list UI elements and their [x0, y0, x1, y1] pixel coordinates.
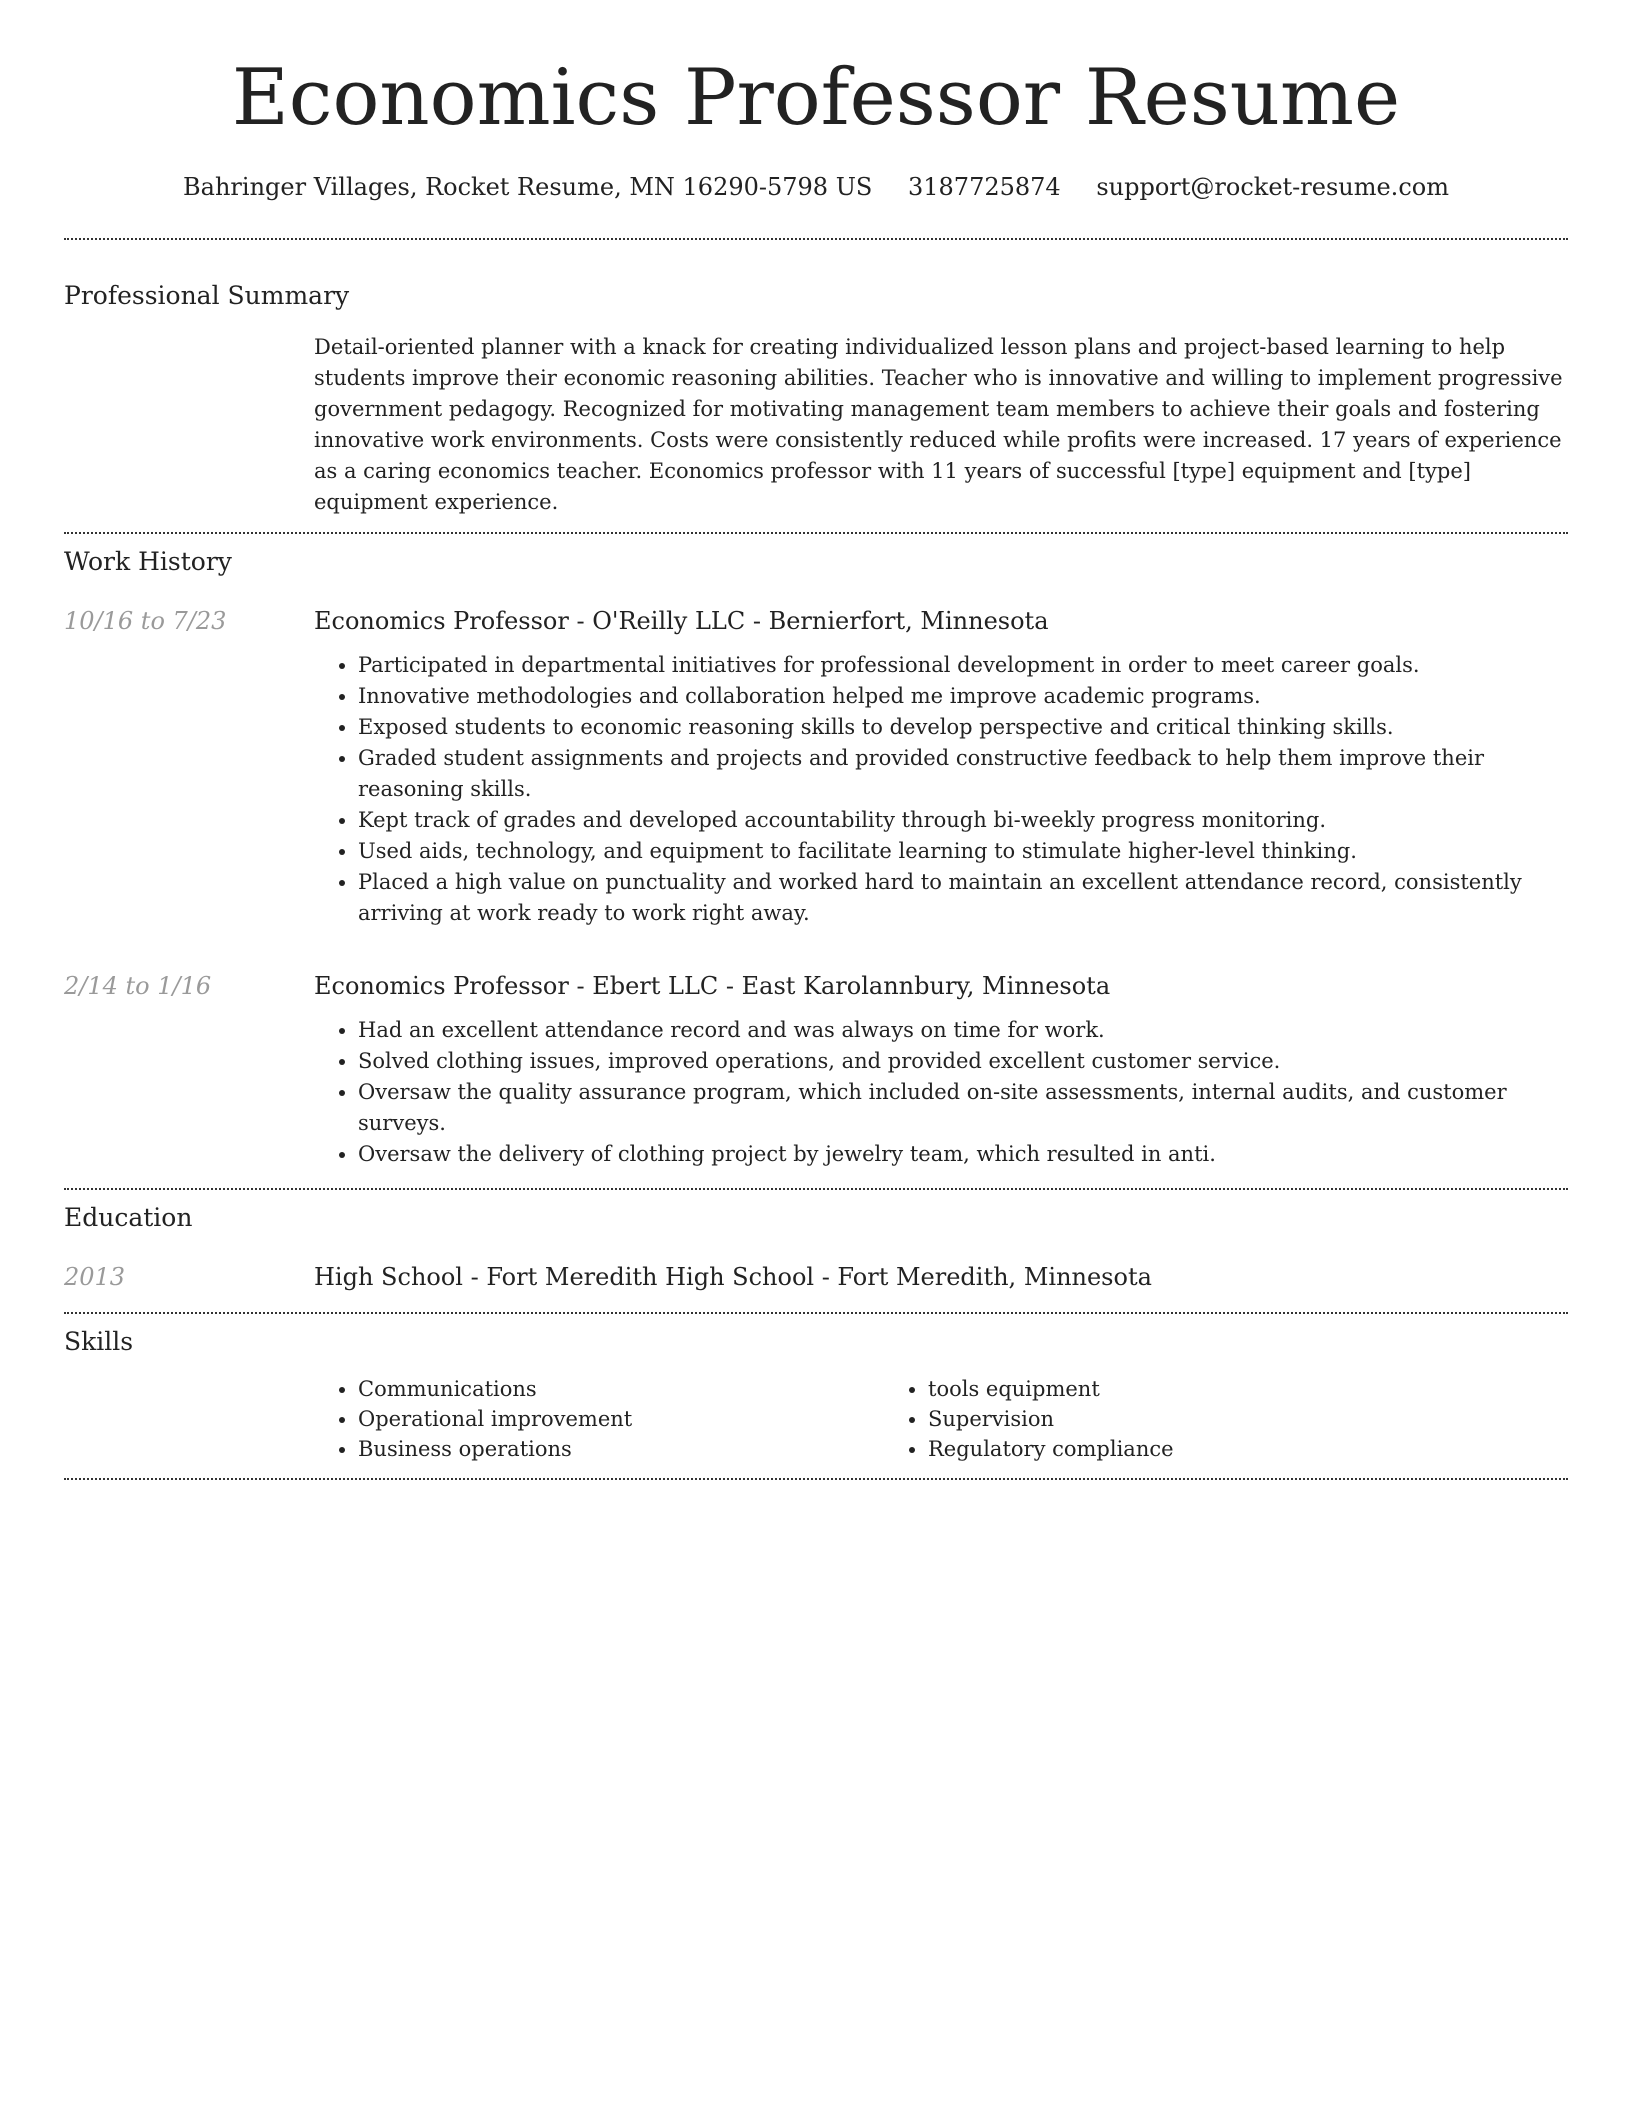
job-body [314, 604, 1568, 929]
work-history-section [64, 534, 1568, 1188]
summary-section [64, 240, 1568, 532]
job-body [314, 969, 1568, 1170]
skill-item: • tools equipment [928, 1374, 1454, 1404]
education-year: 2013 [64, 1263, 126, 1291]
summary-heading: Professional Summary [64, 281, 350, 310]
job-bullet: • Kept track of grades and developed accountability through bi-weekly progress monitoring. [358, 805, 1568, 836]
section-divider [64, 1478, 1568, 1480]
skills-list-left [314, 1374, 884, 1464]
skill-item: • Supervision [928, 1404, 1454, 1434]
skill-item: • Regulatory compliance [928, 1434, 1454, 1464]
job-entry [64, 969, 1568, 1170]
contact-address: Bahringer Villages, Rocket Resume, MN 16290-5798 US [183, 173, 873, 201]
contact-info [64, 170, 1568, 204]
job-bullet: • Used aids, technology, and equipment to facilitate learning to stimulate higher-level thinking. [358, 836, 1568, 867]
skills-section [64, 1314, 1568, 1478]
contact-phone: 3187725874 [908, 173, 1061, 201]
summary-text: Detail-oriented planner with a knack for creating individualized lesson plans and project-based learning to help students improve their economic reasoning abilities. Teacher who is innovative and willing to implement progressive government pedagogy. Recognized for motivating management team members to achieve their goals and fostering innovative work environments. Costs were consistently reduced while profits were increased. 17 years of experience as a caring economics teacher. Economics professor with 11 years of successful [type] equipment and [type] equipment experience. [314, 335, 1563, 514]
education-section [64, 1190, 1568, 1312]
skills-columns [314, 1374, 1568, 1478]
job-bullets [314, 650, 1568, 929]
job-bullets [314, 1015, 1568, 1170]
skill-item: • Communications [358, 1374, 884, 1404]
education-heading: Education [64, 1203, 193, 1232]
job-heading: Economics Professor - O'Reilly LLC - Bernierfort, Minnesota [314, 607, 1049, 635]
skills-heading: Skills [64, 1327, 134, 1356]
job-bullet: • Oversaw the quality assurance program, which included on-site assessments, internal audits, and customer surveys. [358, 1077, 1568, 1139]
contact-email: support@rocket-resume.com [1096, 173, 1449, 201]
job-entry [64, 604, 1568, 929]
skill-item: • Business operations [358, 1434, 884, 1464]
job-bullet: • Innovative methodologies and collaboration helped me improve academic programs. [358, 681, 1568, 712]
education-entry [64, 1260, 1568, 1294]
job-bullet: • Oversaw the delivery of clothing project by jewelry team, which resulted in anti. [358, 1139, 1568, 1170]
resume-header [64, 0, 1568, 204]
resume-title: Economics Professor Resume [231, 53, 1401, 143]
job-bullet: • Solved clothing issues, improved operations, and provided excellent customer service. [358, 1046, 1568, 1077]
work-history-heading: Work History [64, 547, 232, 576]
job-heading: Economics Professor - Ebert LLC - East Karolannbury, Minnesota [314, 972, 1111, 1000]
job-dates: 10/16 to 7/23 [64, 607, 227, 635]
job-bullet: • Exposed students to economic reasoning skills to develop perspective and critical thinking skills. [358, 712, 1568, 743]
skill-item: • Operational improvement [358, 1404, 884, 1434]
job-bullet: • Graded student assignments and projects and provided constructive feedback to help them improve their reasoning skills. [358, 743, 1568, 805]
job-bullet: • Placed a high value on punctuality and worked hard to maintain an excellent attendance record, consistently arriving at work ready to work right away. [358, 867, 1568, 929]
job-dates: 2/14 to 1/16 [64, 972, 212, 1000]
skills-list-right [884, 1374, 1454, 1464]
job-bullet: • Participated in departmental initiatives for professional development in order to meet career goals. [358, 650, 1568, 681]
education-heading-line: High School - Fort Meredith High School - Fort Meredith, Minnesota [314, 1263, 1152, 1291]
job-bullet: • Had an excellent attendance record and was always on time for work. [358, 1015, 1568, 1046]
education-body [314, 1260, 1568, 1294]
